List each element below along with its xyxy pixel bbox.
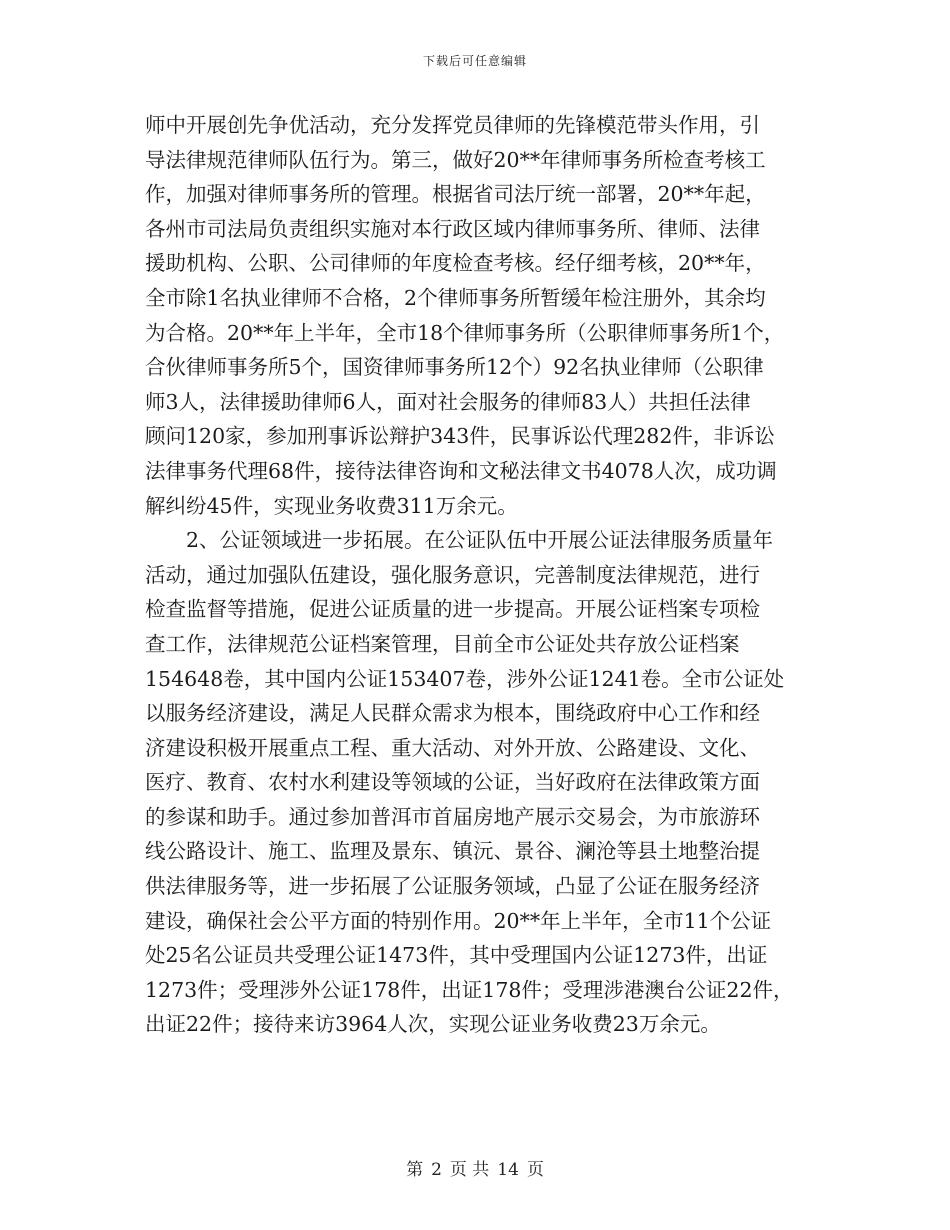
text-line: 师3人，法律援助律师6人，面对社会服务的律师83人）共担任法律 (145, 389, 751, 414)
text-line: 供法律服务等，进一步拓展了公证服务领域，凸显了公证在服务经济 (145, 874, 760, 899)
text-line: 154648卷，其中国内公证153407卷，涉外公证1241卷。全市公证处 (145, 666, 785, 691)
text-line: 法律事务代理68件，接待法律咨询和文秘法律文书4078人次，成功调 (145, 458, 777, 483)
text-line: 师中开展创先争优活动，充分发挥党员律师的先锋模范带头作用，引 (145, 113, 760, 137)
footer-suffix: 页 (526, 1160, 544, 1180)
text-line: 以服务经济建设，满足人民群众需求为根本，围绕政府中心工作和经 (145, 701, 760, 726)
text-line: 出证22件；接待来访3964人次，实现公证业务收费23万余元。 (145, 1012, 721, 1037)
text-line: 医疗、教育、农村水利建设等领域的公证，当好政府在法律政策方面 (145, 770, 760, 795)
text-line: 2、公证领域进一步拓展。在公证队伍中开展公证法律服务质量年 (145, 528, 774, 553)
text-line: 合伙律师事务所5个，国资律师事务所12个）92名执业律师（公职律 (145, 355, 764, 380)
text-line: 检查监督等措施，促进公证质量的进一步提高。开展公证档案专项检 (145, 597, 760, 622)
text-line: 建设，确保社会公平方面的特别作用。20**年上半年，全市11个公证 (145, 908, 772, 933)
footer-prefix: 第 (406, 1160, 424, 1180)
page-footer (0, 1155, 950, 1180)
text-line: 的参谋和助手。通过参加普洱市首届房地产展示交易会，为市旅游环 (145, 804, 760, 829)
page-total: 14 (497, 1160, 519, 1180)
text-line: 济建设积极开展重点工程、重大活动、对外开放、公路建设、文化、 (145, 735, 760, 760)
text-line: 解纠纷45件，实现业务收费311万余元。 (145, 493, 518, 518)
page-header: 下载后可任意编辑 (422, 54, 527, 68)
text-line: 各州市司法局负责组织实施对本行政区域内律师事务所、律师、法律 (145, 216, 760, 241)
paragraph-lawyers (145, 108, 815, 523)
text-line: 援助机构、公职、公司律师的年度检查考核。经仔细考核，20**年， (145, 251, 766, 276)
text-line: 作，加强对律师事务所的管理。根据省司法厅统一部署，20**年起， (145, 182, 766, 207)
page-number: 2 (431, 1160, 442, 1180)
text-line: 为合格。20**年上半年，全市18个律师事务所（公职律师事务所1个， (145, 320, 785, 345)
text-line: 活动，通过加强队伍建设，强化服务意识，完善制度法律规范，进行 (145, 562, 760, 587)
paragraph-notary (145, 523, 815, 1042)
footer-middle: 页 共 (449, 1160, 490, 1180)
text-line: 处25名公证员共受理公证1473件，其中受理国内公证1273件，出证 (145, 943, 768, 968)
text-line: 查工作，法律规范公证档案管理，目前全市公证处共存放公证档案 (145, 631, 740, 656)
text-line: 1273件；受理涉外公证178件，出证178件；受理涉港澳台公证22件， (145, 977, 794, 1002)
text-line: 导法律规范律师队伍行为。第三，做好20**年律师事务所检查考核工 (145, 147, 766, 172)
text-line: 全市除1名执业律师不合格，2个律师事务所暂缓年检注册外，其余均 (145, 285, 766, 310)
text-line: 顾问120家，参加刑事诉讼辩护343件，民事诉讼代理282件，非诉讼 (145, 424, 775, 449)
text-line: 线公路设计、施工、监理及景东、镇沅、景谷、澜沧等县土地整治提 (145, 839, 760, 864)
document-body (145, 108, 815, 1042)
